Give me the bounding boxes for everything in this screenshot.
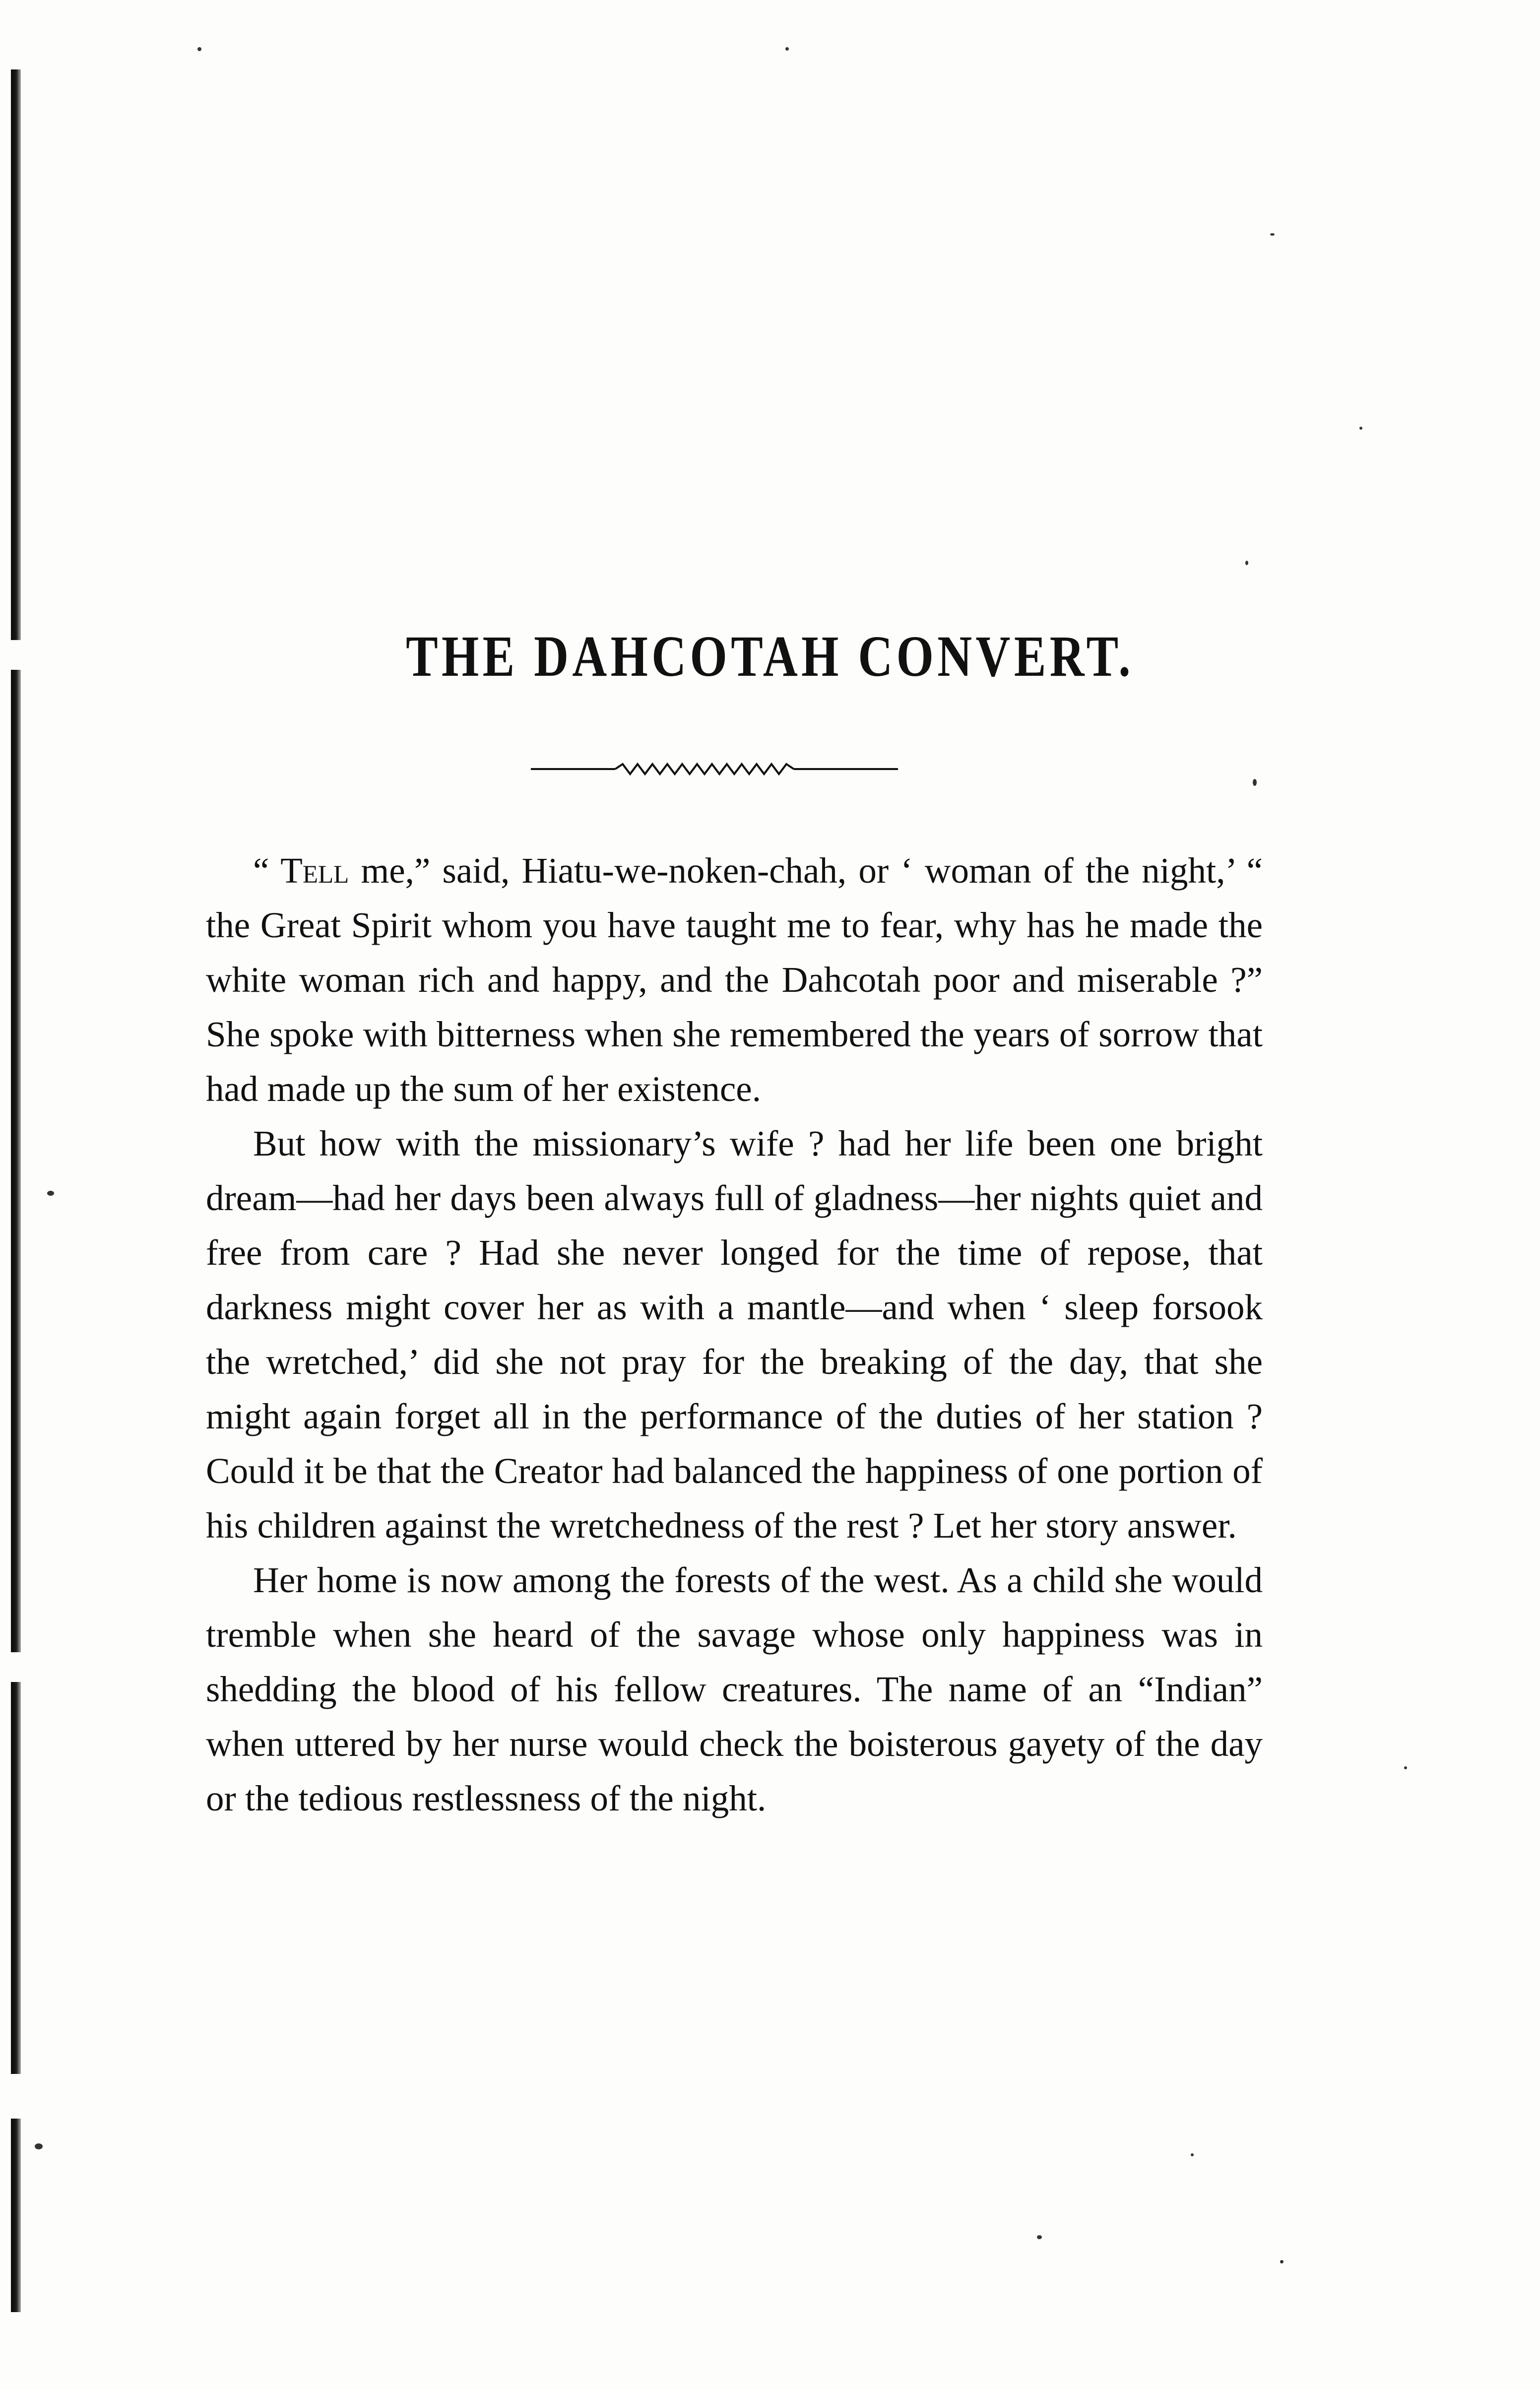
scan-speck (1270, 233, 1275, 236)
scan-speck (1359, 427, 1362, 430)
scan-speck (1191, 2153, 1194, 2156)
scan-speck (1280, 2260, 1283, 2263)
paragraph (206, 843, 1263, 1116)
scan-speck (1253, 779, 1257, 786)
scan-speck (1404, 1766, 1407, 1769)
binding-edge-gap (9, 640, 29, 670)
paragraph (206, 1116, 1263, 1553)
chapter-title: THE DAHCOTAH CONVERT. (406, 624, 1134, 689)
binding-edge (11, 69, 21, 2312)
scan-speck (1037, 2235, 1042, 2239)
scan-speck (35, 2143, 43, 2149)
paragraph-lead: “ Tell (253, 850, 349, 891)
binding-edge-gap (9, 2074, 29, 2119)
paragraph-text: But how with the missionary’s wife ? had her life been one bright dream—had her days been always full of gladness—her nights quiet and free from care ? Had she never longed for the time of repose, that darkness might cover her as with a mantle—and when ‘ sleep forsook the wretched,’ did she not pray for the breaking of the day, that she might again forget all in the performance of the duties of her station ? Could it be that the Creator had balanced the happiness of one portion of his children against the wretchedness of the rest ? Let her story answer. (206, 1123, 1263, 1546)
binding-edge-gap (9, 1652, 29, 1682)
scan-speck (1245, 561, 1248, 565)
paragraph-text: me,” said, Hiatu-we-noken-chah, or ‘ woman of the night,’ “ the Great Spirit whom you have taught me to fear, why has he made the white woman rich and happy, and the Dahcotah poor and miserable ?” She spoke with bitterness when she remembered the years of sorrow that had made up the sum of her existence. (206, 850, 1263, 1109)
scan-speck (197, 47, 201, 51)
body-text (206, 843, 1263, 1826)
paragraph-text: Her home is now among the forests of the west. As a child she would tremble when she heard of the savage whose only happiness was in shedding the blood of his fellow creatures. The name of an “Indian” when uttered by her nurse would check the boisterous gayety of the day or the tedious restlessness of the night. (206, 1560, 1263, 1818)
title-ornament (531, 762, 898, 776)
paragraph (206, 1553, 1263, 1826)
scan-speck (785, 47, 789, 51)
scan-speck (47, 1191, 54, 1196)
